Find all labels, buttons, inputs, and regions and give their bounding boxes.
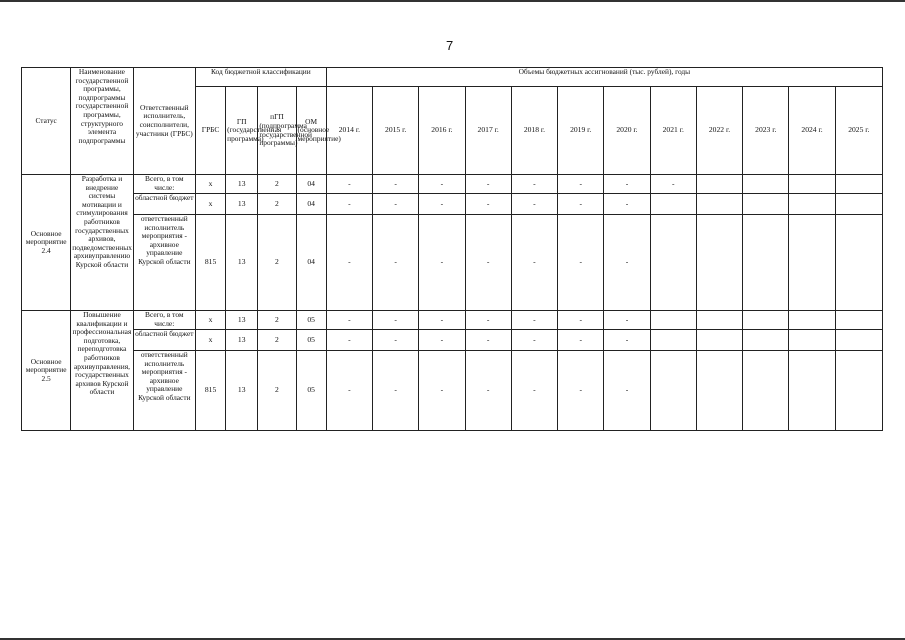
year-value-cell: - — [326, 194, 372, 215]
year-value-cell — [743, 330, 789, 351]
row-responsible: Всего, в том числе: — [133, 311, 195, 330]
header-om: ОМ (основное мероприятие) — [296, 87, 326, 175]
header-year: 2016 г. — [419, 87, 465, 175]
header-name: Наименование государственной программы, подпрограммы государственной программы, структурного элемента подпрограммы — [71, 68, 133, 175]
year-value-cell — [835, 311, 882, 330]
header-row-1 — [22, 68, 883, 87]
row-responsible: Всего, в том числе: — [133, 175, 195, 194]
year-value-cell — [835, 351, 882, 431]
year-value-cell: - — [604, 215, 650, 311]
row-pgp: 2 — [258, 311, 296, 330]
page-number: 7 — [446, 38, 454, 53]
row-gp: 13 — [226, 215, 258, 311]
year-value-cell — [835, 330, 882, 351]
row-responsible: областной бюджет — [133, 330, 195, 351]
year-value-cell: - — [373, 351, 419, 431]
year-value-cell — [835, 194, 882, 215]
header-volumes-group: Объемы бюджетных ассигнований (тыс. рублей), годы — [326, 68, 882, 87]
year-value-cell: - — [511, 330, 557, 351]
table-row — [22, 215, 883, 311]
year-value-cell: - — [326, 330, 372, 351]
year-value-cell — [696, 330, 742, 351]
year-value-cell: - — [373, 311, 419, 330]
budget-table — [21, 67, 883, 431]
year-value-cell: - — [558, 351, 604, 431]
year-value-cell: - — [511, 311, 557, 330]
header-year: 2022 г. — [696, 87, 742, 175]
year-value-cell — [835, 215, 882, 311]
year-value-cell: - — [419, 311, 465, 330]
year-value-cell: - — [465, 330, 511, 351]
header-responsible: Ответственный исполнитель, соисполнители, участники (ГРБС) — [133, 68, 195, 175]
row-pgp: 2 — [258, 330, 296, 351]
row-om: 05 — [296, 351, 326, 431]
year-value-cell — [743, 194, 789, 215]
row-om: 05 — [296, 330, 326, 351]
header-gp: ГП (государственная программа) — [226, 87, 258, 175]
header-grbs: ГРБС — [195, 87, 225, 175]
year-value-cell: - — [326, 351, 372, 431]
header-year: 2020 г. — [604, 87, 650, 175]
row-gp: 13 — [226, 194, 258, 215]
table-row — [22, 311, 883, 330]
table-row — [22, 194, 883, 215]
section-status: Основное мероприятие 2.5 — [22, 311, 71, 431]
section-name: Повышение квалификации и профессиональная подготовка, переподготовка работников архивуправления, государственных архивов Курской области — [71, 311, 133, 431]
year-value-cell: - — [604, 330, 650, 351]
row-responsible: ответственный исполнитель мероприятия - архивное управление Курской области — [133, 215, 195, 311]
year-value-cell — [650, 311, 696, 330]
year-value-cell — [696, 194, 742, 215]
header-code-group: Код бюджетной классификации — [195, 68, 326, 87]
year-value-cell — [743, 311, 789, 330]
header-year: 2024 г. — [789, 87, 835, 175]
row-grbs: х — [195, 175, 225, 194]
year-value-cell — [650, 351, 696, 431]
year-value-cell: - — [373, 330, 419, 351]
year-value-cell: - — [419, 330, 465, 351]
year-value-cell: - — [511, 215, 557, 311]
table-row — [22, 330, 883, 351]
row-gp: 13 — [226, 351, 258, 431]
row-pgp: 2 — [258, 215, 296, 311]
year-value-cell: - — [465, 311, 511, 330]
year-value-cell: - — [326, 215, 372, 311]
year-value-cell: - — [465, 351, 511, 431]
header-year: 2025 г. — [835, 87, 882, 175]
table-row — [22, 175, 883, 194]
row-om: 04 — [296, 215, 326, 311]
year-value-cell — [789, 215, 835, 311]
header-year: 2023 г. — [743, 87, 789, 175]
year-value-cell: - — [373, 194, 419, 215]
row-gp: 13 — [226, 175, 258, 194]
header-year: 2019 г. — [558, 87, 604, 175]
year-value-cell — [789, 330, 835, 351]
year-value-cell: - — [604, 175, 650, 194]
header-status: Статус — [22, 68, 71, 175]
section-status: Основное мероприятие 2.4 — [22, 175, 71, 311]
year-value-cell: - — [558, 311, 604, 330]
year-value-cell — [650, 194, 696, 215]
year-value-cell: - — [511, 194, 557, 215]
year-value-cell: - — [604, 194, 650, 215]
section-name: Разработка и внедрение системы мотивации и стимулирования работников государственных архивов, подведомственных архивуправлению Курской области — [71, 175, 133, 311]
year-value-cell — [650, 215, 696, 311]
row-pgp: 2 — [258, 175, 296, 194]
year-value-cell: - — [511, 351, 557, 431]
year-value-cell — [696, 351, 742, 431]
year-value-cell: - — [373, 215, 419, 311]
year-value-cell: - — [465, 215, 511, 311]
table-row — [22, 351, 883, 431]
year-value-cell: - — [373, 175, 419, 194]
year-value-cell — [696, 175, 742, 194]
year-value-cell: - — [650, 175, 696, 194]
year-value-cell: - — [419, 215, 465, 311]
year-value-cell — [696, 215, 742, 311]
year-value-cell: - — [419, 194, 465, 215]
year-value-cell — [789, 311, 835, 330]
year-value-cell: - — [558, 175, 604, 194]
year-value-cell: - — [326, 175, 372, 194]
row-gp: 13 — [226, 330, 258, 351]
year-value-cell — [743, 351, 789, 431]
year-value-cell — [743, 215, 789, 311]
row-pgp: 2 — [258, 194, 296, 215]
year-value-cell: - — [558, 330, 604, 351]
row-grbs: х — [195, 330, 225, 351]
header-year: 2014 г. — [326, 87, 372, 175]
row-grbs: х — [195, 311, 225, 330]
row-gp: 13 — [226, 311, 258, 330]
year-value-cell: - — [326, 311, 372, 330]
year-value-cell: - — [465, 194, 511, 215]
row-om: 04 — [296, 175, 326, 194]
year-value-cell — [743, 175, 789, 194]
year-value-cell — [696, 311, 742, 330]
row-om: 05 — [296, 311, 326, 330]
header-year: 2017 г. — [465, 87, 511, 175]
year-value-cell — [835, 175, 882, 194]
year-value-cell — [650, 330, 696, 351]
row-om: 04 — [296, 194, 326, 215]
row-grbs: 815 — [195, 215, 225, 311]
year-value-cell — [789, 175, 835, 194]
row-responsible: областной бюджет — [133, 194, 195, 215]
year-value-cell: - — [511, 175, 557, 194]
year-value-cell: - — [558, 194, 604, 215]
year-value-cell: - — [604, 311, 650, 330]
header-year: 2021 г. — [650, 87, 696, 175]
year-value-cell: - — [465, 175, 511, 194]
row-responsible: ответственный исполнитель мероприятия - архивное управление Курской области — [133, 351, 195, 431]
header-year: 2015 г. — [373, 87, 419, 175]
year-value-cell: - — [419, 351, 465, 431]
year-value-cell: - — [558, 215, 604, 311]
scan-top-edge — [0, 0, 905, 2]
row-pgp: 2 — [258, 351, 296, 431]
header-pgp: пГП (подпрограмма государственной программы) — [258, 87, 296, 175]
row-grbs: х — [195, 194, 225, 215]
year-value-cell: - — [419, 175, 465, 194]
header-year: 2018 г. — [511, 87, 557, 175]
row-grbs: 815 — [195, 351, 225, 431]
year-value-cell — [789, 351, 835, 431]
year-value-cell: - — [604, 351, 650, 431]
year-value-cell — [789, 194, 835, 215]
